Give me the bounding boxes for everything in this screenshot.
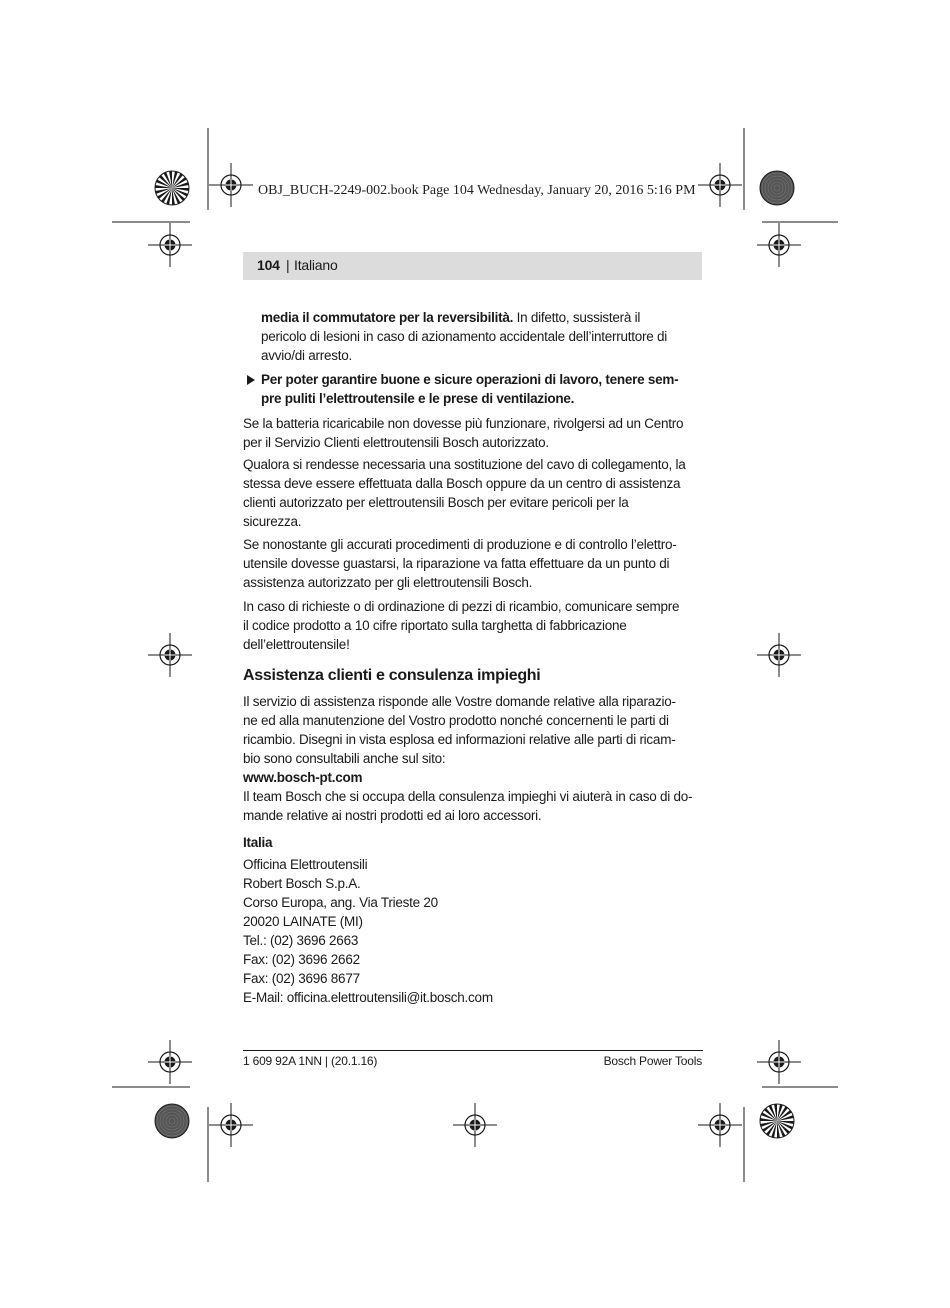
spare-parts-line-1: In caso di richieste o di ordinazione di pezzi di ricambio, comunicare sempre: [243, 599, 680, 614]
contact-line-company: Officina Elettroutensili: [243, 857, 368, 872]
page-number: 104: [257, 257, 280, 273]
page-header: [243, 252, 702, 280]
registration-mark-icon: [148, 223, 192, 267]
footer-document-code: 1 609 92A 1NN | (20.1.16): [243, 1054, 378, 1068]
header-separator: |: [286, 257, 290, 273]
cable-line-2: stessa deve essere effettuata dalla Bosch oppure da un centro di assistenza: [243, 476, 681, 491]
grey-target-icon: [155, 1104, 189, 1138]
battery-paragraph: [243, 414, 703, 452]
spare-parts-paragraph: [243, 597, 703, 654]
contact-line-fax-2: Fax: (02) 3696 8677: [243, 971, 360, 986]
bullet-triangle-icon: [247, 375, 255, 385]
registration-mark-icon: [698, 1103, 742, 1147]
repair-line-3: assistenza autorizzato per gli elettroutensili Bosch.: [243, 575, 533, 590]
country-label: Italia: [243, 835, 273, 850]
service-line-4: bio sono consultabili anche sul sito:: [243, 751, 446, 766]
continued-text: In difetto, sussisterà il: [513, 310, 641, 325]
consulting-line-1: Il team Bosch che si occupa della consulenza impieghi vi aiuterà in caso di do-: [243, 789, 693, 804]
registration-mark-icon: [209, 163, 253, 207]
battery-line-1: Se la batteria ricaricabile non dovesse più funzionare, rivolgersi ad un Centro: [243, 416, 684, 431]
contact-line-email[interactable]: E-Mail: officina.elettroutensili@it.bosch.com: [243, 990, 493, 1005]
cable-line-3: clienti autorizzato per elettroutensili Bosch per evitare pericoli per la: [243, 495, 629, 510]
service-line-1: Il servizio di assistenza risponde alle Vostre domande relative alla riparazio-: [243, 694, 676, 709]
repair-line-1: Se nonostante gli accurati procedimenti di produzione e di controllo l’elettro-: [243, 537, 677, 552]
website-link[interactable]: www.bosch-pt.com: [243, 770, 363, 785]
cable-paragraph: [243, 455, 703, 531]
footer-brand: Bosch Power Tools: [603, 1054, 702, 1068]
cable-line-4: sicurezza.: [243, 514, 302, 529]
cable-line-1: Qualora si rendesse necessaria una sostituzione del cavo di collegamento, la: [243, 457, 686, 472]
service-paragraph: [243, 692, 703, 825]
registration-mark-icon: [148, 1040, 192, 1084]
service-line-3: ricambio. Disegni in vista esplosa ed informazioni relative alle parti di ricam-: [243, 732, 676, 747]
registration-mark-icon: [698, 163, 742, 207]
service-line-2: ne ed alla manutenzione del Vostro prodotto nonché concernenti le parti di: [243, 713, 669, 728]
continued-line-3: avvio/di arresto.: [261, 348, 353, 363]
registration-mark-icon: [209, 1103, 253, 1147]
contact-line-street: Corso Europa, ang. Via Trieste 20: [243, 895, 438, 910]
contact-line-fax-1: Fax: (02) 3696 2662: [243, 952, 360, 967]
continued-bold-text: media il commutatore per la reversibilità.: [261, 310, 514, 325]
contact-address: [243, 855, 703, 1007]
registration-mark-icon: [757, 223, 801, 267]
print-slug: OBJ_BUCH-2249-002.book Page 104 Wednesday, January 20, 2016 5:16 PM: [258, 183, 696, 198]
consulting-line-2: mande relative ai nostri prodotti ed ai loro accessori.: [243, 808, 542, 823]
star-target-icon: [155, 171, 189, 205]
repair-paragraph: [243, 535, 703, 592]
footer-rule: [243, 1050, 703, 1051]
star-target-icon: [760, 1104, 794, 1138]
section-heading: Assistenza clienti e consulenza impieghi: [243, 667, 541, 684]
continued-paragraph: [261, 308, 703, 365]
contact-line-city: 20020 LAINATE (MI): [243, 914, 363, 929]
registration-mark-icon: [757, 633, 801, 677]
battery-line-2: per il Servizio Clienti elettroutensili Bosch autorizzato.: [243, 435, 549, 450]
spare-parts-line-3: dell’elettroutensile!: [243, 637, 350, 652]
registration-mark-icon: [453, 1103, 497, 1147]
continued-line-2: pericolo di lesioni in caso di azionamento accidentale dell’interruttore di: [261, 329, 667, 344]
registration-mark-icon: [148, 633, 192, 677]
header-language: Italiano: [294, 257, 338, 273]
grey-target-icon: [760, 171, 794, 205]
bullet-line-2: pre puliti l’elettroutensile e le prese di ventilazione.: [261, 391, 575, 406]
contact-line-firm: Robert Bosch S.p.A.: [243, 876, 361, 891]
spare-parts-line-2: il codice prodotto a 10 cifre riportato sulla targhetta di fabbricazione: [243, 618, 627, 633]
repair-line-2: utensile dovesse guastarsi, la riparazione va fatta effettuare da un punto di: [243, 556, 670, 571]
bullet-line-1: Per poter garantire buone e sicure operazioni di lavoro, tenere sem-: [261, 372, 679, 387]
contact-line-phone: Tel.: (02) 3696 2663: [243, 933, 359, 948]
registration-mark-icon: [757, 1040, 801, 1084]
